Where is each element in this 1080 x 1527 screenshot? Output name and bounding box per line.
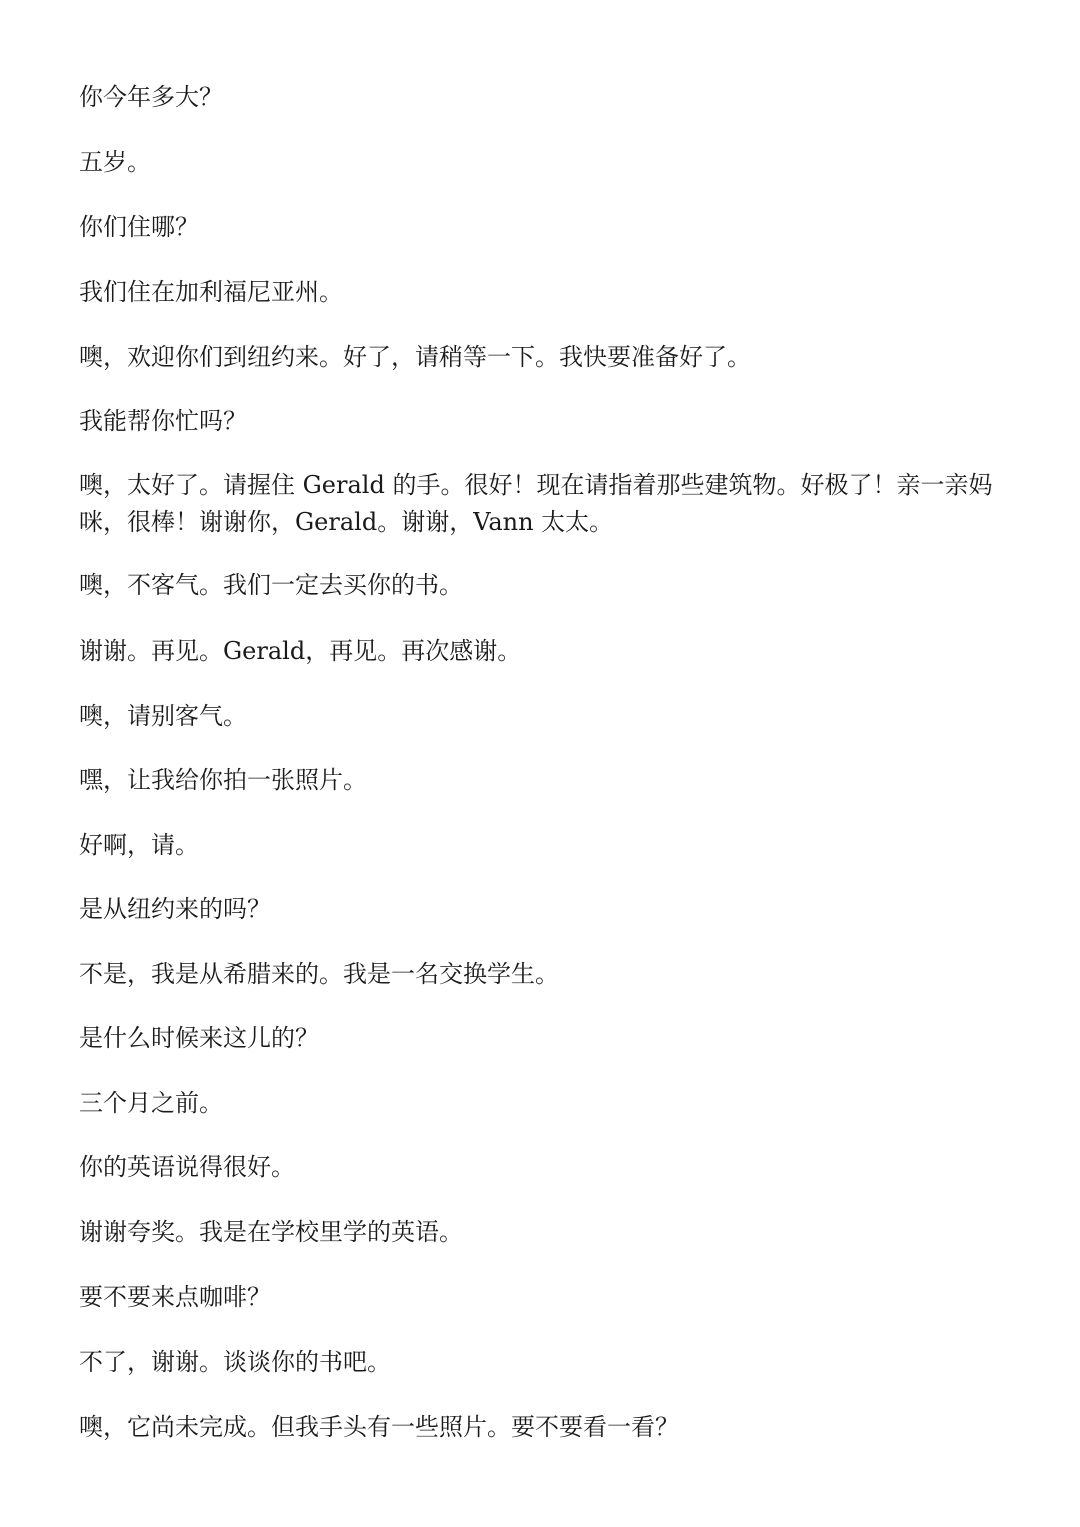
dialogue-line: 谢谢。再见。Gerald，再见。再次感谢。 [79,637,522,665]
dialogue-line: 噢，它尚未完成。但我手头有一些照片。要不要看一看？ [79,1413,679,1441]
dialogue-line: 好啊，请。 [79,831,199,859]
dialogue-line: 不了，谢谢。谈谈你的书吧。 [79,1348,391,1376]
dialogue-line: 噢，欢迎你们到纽约来。好了，请稍等一下。我快要准备好了。 [79,343,751,371]
dialogue-line: 你的英语说得很好。 [79,1153,295,1181]
dialogue-line: 三个月之前。 [79,1089,223,1117]
dialogue-line: 噢，请别客气。 [79,702,247,730]
dialogue-line: 是从纽约来的吗？ [79,895,271,923]
dialogue-line: 你们住哪？ [79,213,199,241]
dialogue-line: 我们住在加利福尼亚州。 [79,278,343,306]
dialogue-line: 要不要来点咖啡？ [79,1283,271,1311]
dialogue-line: 是什么时候来这儿的？ [79,1024,319,1052]
dialogue-line: 噢，不客气。我们一定去买你的书。 [79,571,463,599]
dialogue-line: 嘿，让我给你拍一张照片。 [79,766,367,794]
dialogue-line: 五岁。 [79,148,151,176]
dialogue-line: 不是，我是从希腊来的。我是一名交换学生。 [79,960,559,988]
dialogue-line: 噢，太好了。请握住 Gerald 的手。很好！现在请指着那些建筑物。好极了！亲一亲妈咪，很棒！谢谢你，Gerald。谢谢，Vann 太太。 [79,471,993,536]
dialogue-line: 我能帮你忙吗？ [79,407,247,435]
dialogue-line: 你今年多大？ [79,83,223,111]
dialogue-line: 谢谢夸奖。我是在学校里学的英语。 [79,1218,463,1246]
